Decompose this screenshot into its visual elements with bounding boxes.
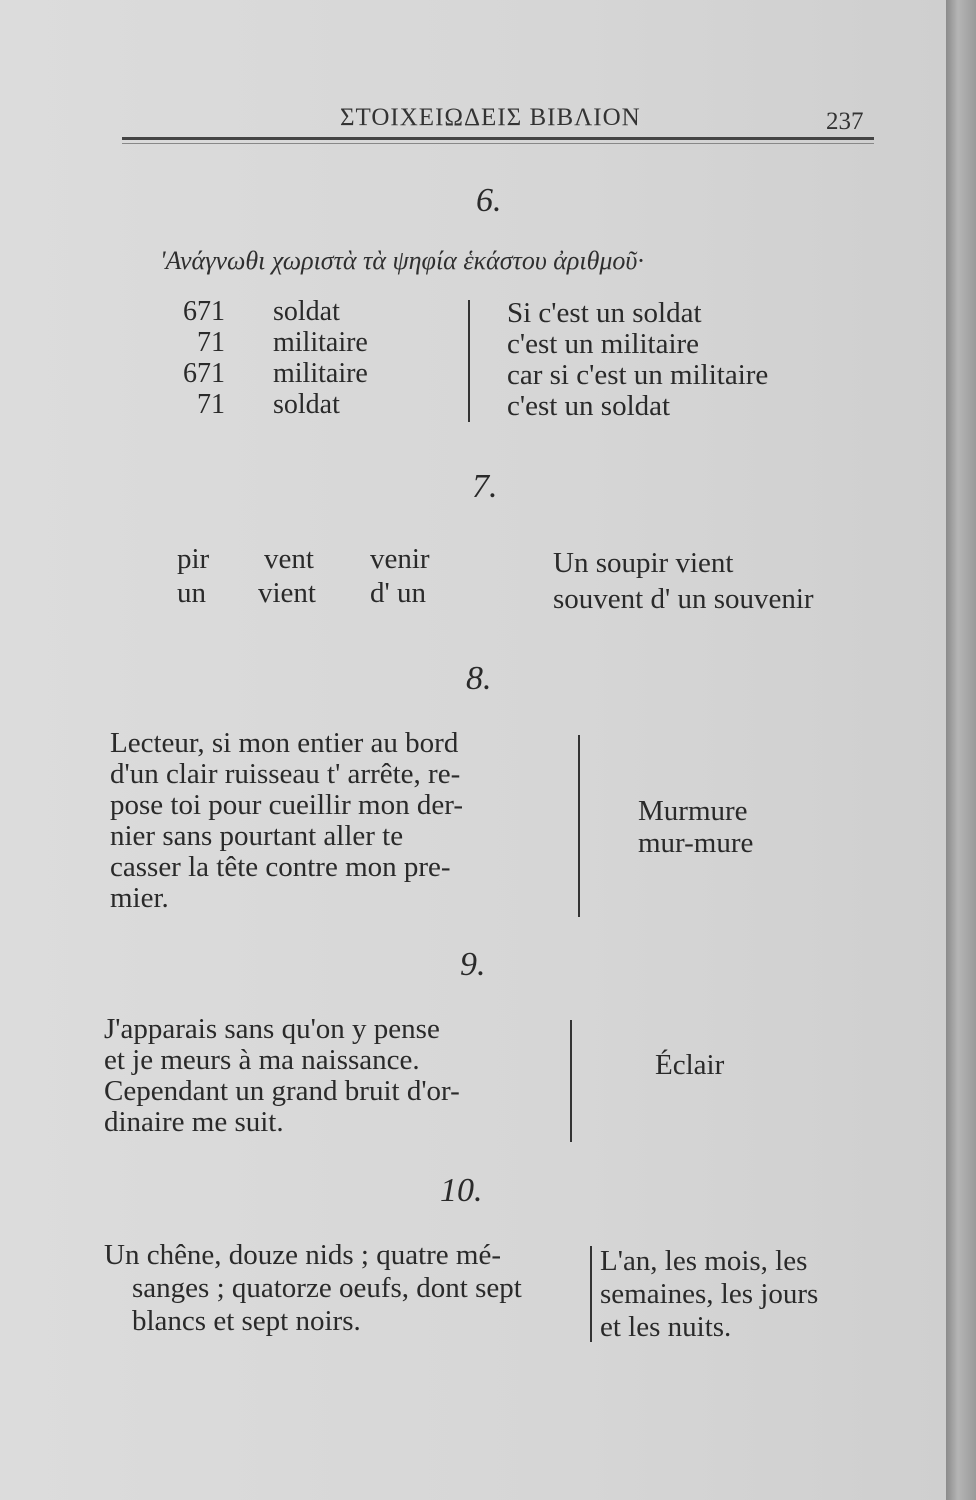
word-cell: soldat (273, 389, 340, 420)
grid-cell: un (177, 577, 206, 609)
word-cell: soldat (273, 296, 340, 327)
riddle-line: dinaire me suit. (104, 1106, 284, 1138)
brace-divider (468, 300, 470, 422)
riddle-line: sanges ; quatorze oeufs, dont sept (132, 1272, 522, 1304)
word-cell: militaire (273, 327, 368, 358)
brace-divider (590, 1246, 592, 1342)
number-cell: 71 (197, 327, 225, 358)
answer-line: souvent d' un souvenir (553, 583, 814, 615)
answer-line: c'est un militaire (507, 328, 700, 360)
riddle-line: Lecteur, si mon entier au bord (110, 727, 459, 759)
section-10-number: 10. (440, 1172, 483, 1209)
section-7-number: 7. (472, 468, 498, 505)
section-6-number: 6. (476, 182, 502, 219)
riddle-line: d'un clair ruisseau t' arrête, re- (110, 758, 461, 790)
brace-divider (578, 735, 580, 917)
answer-line: car si c'est un militaire (507, 359, 769, 391)
number-cell: 71 (197, 389, 225, 420)
grid-cell: vient (258, 577, 316, 609)
riddle-line: pose toi pour cueillir mon der- (110, 789, 463, 821)
riddle-line: Un chêne, douze nids ; quatre mé- (104, 1239, 501, 1271)
running-head: ΣΤΟΙΧΕΙΩΔΕΙΣ ΒΙΒΛΙΟΝ (340, 104, 641, 131)
header-rule-thin (122, 143, 874, 144)
answer-line: Murmure (638, 795, 748, 827)
riddle-line: J'apparais sans qu'on y pense (104, 1013, 440, 1045)
answer-line: Un soupir vient (553, 547, 734, 579)
answer-line: et les nuits. (600, 1311, 732, 1343)
section-8-number: 8. (466, 660, 492, 697)
book-edge (946, 0, 976, 1500)
answer-line: Si c'est un soldat (507, 297, 702, 329)
section-6-instruction: 'Ανάγνωθι χωριστὰ τὰ ψηφία ἑκάστου ἀριθμοῦ· (160, 246, 644, 275)
riddle-line: mier. (110, 882, 169, 914)
answer-line: semaines, les jours (600, 1278, 819, 1310)
brace-divider (570, 1020, 572, 1142)
section-9-number: 9. (460, 946, 486, 983)
number-cell: 671 (183, 296, 225, 327)
riddle-line: et je meurs à ma naissance. (104, 1044, 420, 1076)
riddle-text (104, 1014, 524, 1138)
riddle-line: casser la tête contre mon pre- (110, 851, 451, 883)
riddle-line: nier sans pourtant aller te (110, 820, 404, 852)
grid-cell: pir (177, 543, 210, 575)
answer-line: Éclair (655, 1049, 725, 1081)
answer-line: c'est un soldat (507, 390, 671, 422)
riddle-line: Cependant un grand bruit d'or- (104, 1075, 460, 1107)
number-cell: 671 (183, 358, 225, 389)
grid-cell: venir (370, 543, 430, 575)
word-cell: militaire (273, 358, 368, 389)
header-rule (122, 137, 874, 140)
riddle-text (110, 728, 530, 914)
grid-cell: vent (264, 543, 314, 575)
answer-line: L'an, les mois, les (600, 1245, 808, 1277)
riddle-line: blancs et sept noirs. (132, 1305, 361, 1337)
page-number: 237 (826, 108, 864, 135)
grid-cell: d' un (370, 577, 426, 609)
answer-line: mur-mure (638, 827, 754, 859)
